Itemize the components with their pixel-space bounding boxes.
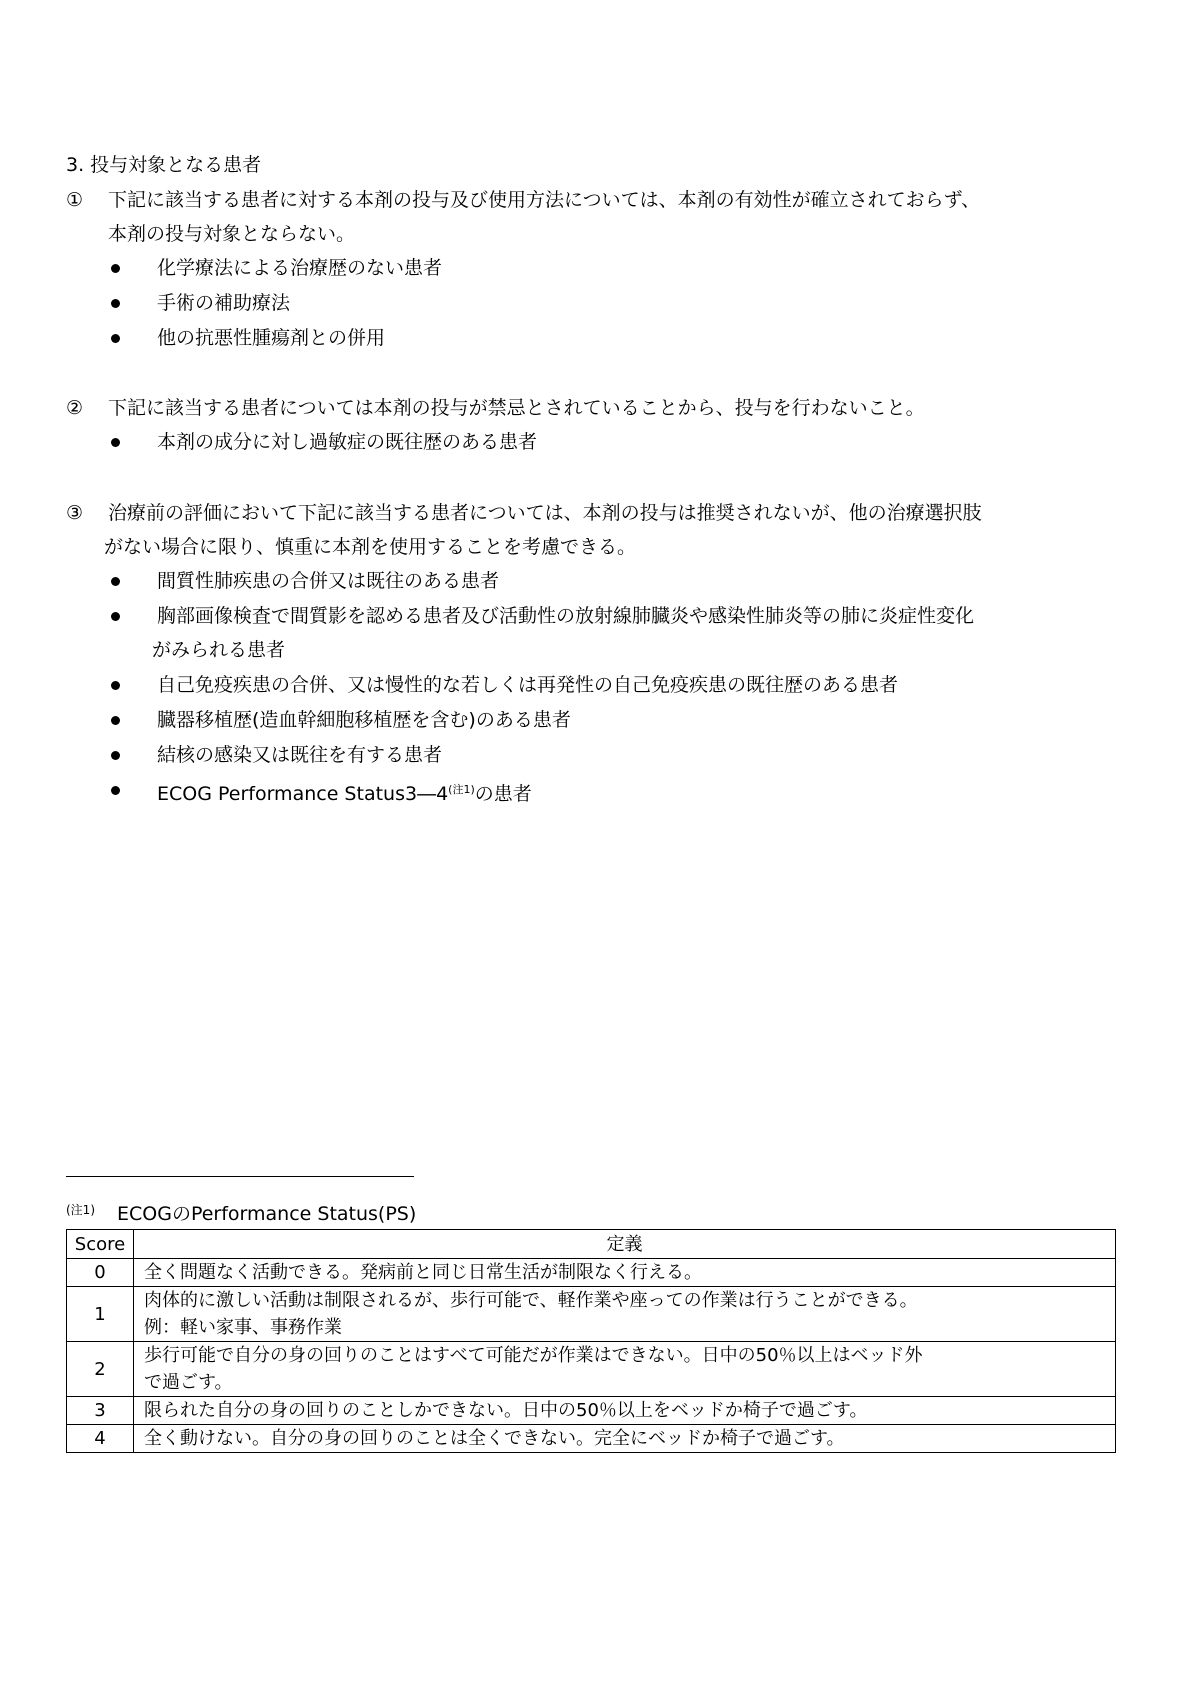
ecog-text: ECOG Performance Status3―4 <box>157 783 449 805</box>
bullet-icon <box>111 577 120 586</box>
item-marker-2: ② <box>66 397 84 419</box>
score-cell: 4 <box>67 1425 134 1453</box>
definition-line: 歩行可能で自分の身の回りのことはすべて可能だが作業はできない。日中の50％以上はベッド外 <box>144 1345 923 1366</box>
item-marker-3: ③ <box>66 502 84 524</box>
definition-line: 全く動けない。自分の身の回りのことは全くできない。完全にベッドか椅子で過ごす。 <box>144 1428 845 1449</box>
footnote-title: ECOGのPerformance Status(PS) <box>117 1203 417 1225</box>
score-cell: 2 <box>67 1342 134 1397</box>
item-1-bullet-2: 手術の補助療法 <box>157 292 291 314</box>
table-row <box>67 1397 1116 1425</box>
score-cell: 0 <box>67 1259 134 1287</box>
score-cell: 1 <box>67 1287 134 1342</box>
definition-line: 例：軽い家事、事務作業 <box>144 1317 342 1338</box>
footnote-marker: (注1) <box>66 1203 95 1217</box>
definition-line: 限られた自分の身の回りのことしかできない。日中の50％以上をベッドか椅子で過ごす。 <box>144 1400 868 1421</box>
bullet-icon <box>111 264 120 273</box>
definition-line: で過ごす。 <box>144 1372 233 1393</box>
item-3-bullet-2-cont: がみられる患者 <box>152 639 286 661</box>
item-3-line-1: 治療前の評価において下記に該当する患者については、本剤の投与は推奨されないが、他の治療選択肢 <box>108 502 982 524</box>
definition-cell <box>134 1397 1116 1425</box>
section-heading: 3. 投与対象となる患者 <box>66 154 262 176</box>
score-cell: 3 <box>67 1397 134 1425</box>
bullet-icon <box>111 299 120 308</box>
definition-cell <box>134 1287 1116 1342</box>
header-score: Score <box>67 1230 134 1259</box>
item-3-bullet-2: 胸部画像検査で間質影を認める患者及び活動性の放射線肺臓炎や感染性肺炎等の肺に炎症性変化 <box>157 605 975 627</box>
definition-line: 肉体的に激しい活動は制限されるが、歩行可能で、軽作業や座っての作業は行うことができる。 <box>144 1290 918 1311</box>
header-definition: 定義 <box>134 1230 1116 1259</box>
item-1-line-1: 下記に該当する患者に対する本剤の投与及び使用方法については、本剤の有効性が確立されておらず、 <box>108 189 981 211</box>
bullet-icon <box>111 438 120 447</box>
item-1-line-2: 本剤の投与対象とならない。 <box>108 223 356 245</box>
table-row <box>67 1425 1116 1453</box>
definition-line: 全く問題なく活動できる。発病前と同じ日常生活が制限なく行える。 <box>144 1262 702 1283</box>
table-row <box>67 1259 1116 1287</box>
item-3-bullet-4: 臓器移植歴(造血幹細胞移植歴を含む)のある患者 <box>157 709 571 731</box>
table-row <box>67 1287 1116 1342</box>
definition-cell <box>134 1342 1116 1397</box>
item-3-bullet-5: 結核の感染又は既往を有する患者 <box>157 744 443 766</box>
footnote-separator <box>66 1176 414 1177</box>
item-2-bullet-1: 本剤の成分に対し過敏症の既往歴のある患者 <box>157 431 538 453</box>
table-row <box>67 1342 1116 1397</box>
item-marker-1: ① <box>66 189 84 211</box>
ecog-ps-table <box>66 1229 1116 1453</box>
footnote-caption <box>66 1198 416 1226</box>
item-3-line-2: がない場合に限り、慎重に本剤を使用することを考慮できる。 <box>104 536 637 558</box>
item-1-bullet-1: 化学療法による治療歴のない患者 <box>157 257 443 279</box>
definition-cell <box>134 1425 1116 1453</box>
bullet-icon <box>111 716 120 725</box>
bullet-icon <box>111 334 120 343</box>
item-2-line-1: 下記に該当する患者については本剤の投与が禁忌とされていることから、投与を行わないこと。 <box>108 397 925 419</box>
bullet-icon <box>111 612 120 621</box>
ecog-text-suffix: の患者 <box>474 783 532 805</box>
bullet-icon <box>111 681 120 690</box>
item-1-bullet-3: 他の抗悪性腫瘍剤との併用 <box>157 327 386 349</box>
bullet-icon <box>111 751 120 760</box>
item-3-bullet-6 <box>157 778 532 806</box>
bullet-icon <box>111 786 120 795</box>
item-3-bullet-1: 間質性肺疾患の合併又は既往のある患者 <box>157 570 500 592</box>
footnote-ref[interactable]: (注1) <box>448 783 475 796</box>
definition-cell <box>134 1259 1116 1287</box>
table-header-row <box>67 1230 1116 1259</box>
item-3-bullet-3: 自己免疫疾患の合併、又は慢性的な若しくは再発性の自己免疫疾患の既往歴のある患者 <box>157 674 899 696</box>
